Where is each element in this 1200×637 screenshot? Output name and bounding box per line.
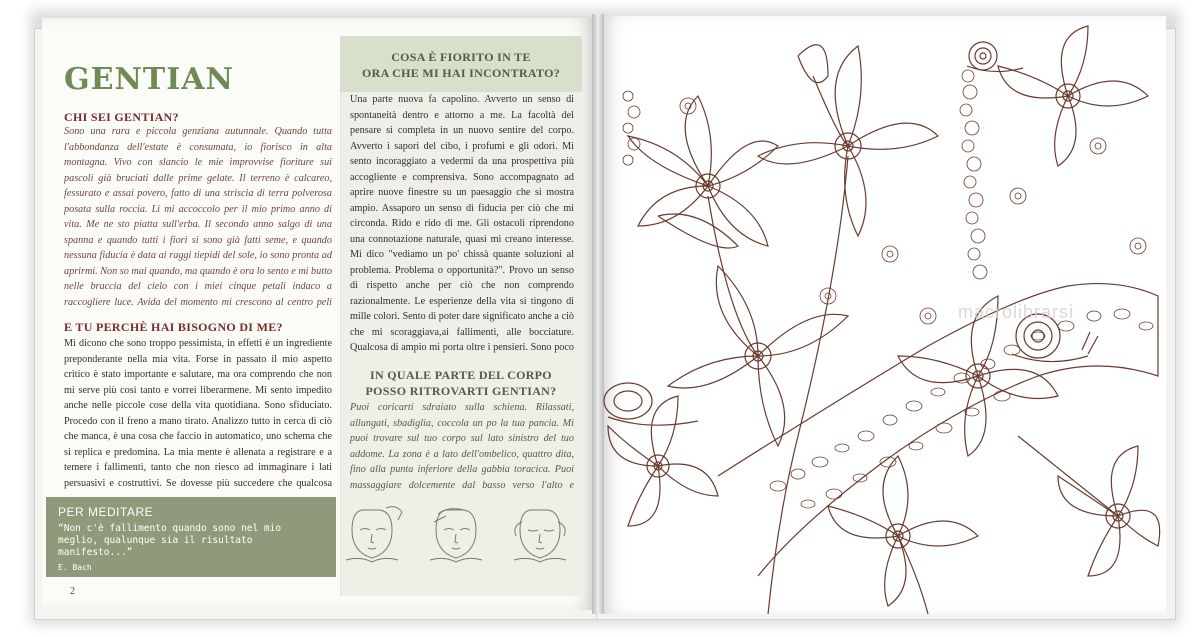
flower-8 [608,396,718,526]
flower-3 [998,26,1148,166]
page-title: GENTIAN [64,62,234,97]
page-number: 2 [70,586,75,597]
massage-face-illustrations [340,500,582,572]
pebble-path-stones [770,309,1153,508]
section-heading-bloomed-l2: ORA CHE MI HAI INCONTRATO? [361,66,561,80]
section-text-bloomed: Una parte nuova fa capolino. Avverto un senso di spontaneità dentro e attorno a me. La facoltà del pensare si completa in un nuovo sentire del corpo. Avverto i sapori del cibo, i profumi e gli odori. Mi sento incoraggiato a vedermi da una prospettiva più accogliente e comprensiva. Sono accompagnato ad aprire nuove finestre su un paesaggio che si mostra ampio. Assaporo un senso di fiducia per ciò che mi circonda. Rido e rido di me. Gli ostacoli riprendono una connotazione naturale, quasi mi creano interesse. Mi dico "vediamo un po' chissà quante soluzioni al problema. Problema o opportunità?". Provo un senso di rispetto anche per ciò che non comprendo razionalmente. Le esperienze della vita si tingono di mille colori. Sento di poter dare significato anche a ciò che mi scoraggiava,ai fallimenti, alle bocciature. Qualcosa di ampio mi porta oltre i pensieri. Sono poco [350,94,574,353]
flower-2 [758,46,938,236]
section-heading-body-l1: IN QUALE PARTE DEL CORPO [370,368,552,382]
section-text-body: Puoi coricarti sdraiato sulla schiena. Rilassati, allungati, sbadiglia, coccola un po la tua pancia. Mi puoi trovare sul tuo corpo sul lato sinistro del tuo addome. La zona è a lato dell'ombelico, quattro dita, fino alla punta inferiore della gabbia toracica. Puoi massaggiare dolcemente dal basso verso l'alto e [350,402,574,491]
watermark: macrolibrarsi [958,302,1075,322]
section-heading-who: CHI SEI GENTIAN? [64,110,179,124]
meditate-author: E. Bach [58,563,92,572]
face-2 [430,509,482,562]
section-heading-why: E TU PERCHÈ HAI BISOGNO DI ME? [64,320,283,334]
section-text-who: Sono una rara e piccola genziana autunnale. Quando tutta l'abbondanza dell'estate è consumata, io fiorisco in alta montagna. Vivo con slancio le mie improvvise fioriture sui pascoli già bruciati dalle prime gelate. Il terreno è calcareo, fessurato e assai povero, fatto di una striscia di terra polverosa posata sulla roccia. Lì mi accoccolo per il mio primo anno di vita. Me ne sto piatta sull'erba. Il secondo anno salgo di una spanna e quando tutti i fiori si sono già fatti seme, e quando nessuna fiducia è data ai raggi tiepidi del sole, io sono pronta ad aprirmi. Non so mai quando, ma quando è ora lo sento e mi butto nelle braccia del cielo con i miei cinque petali indaco a raccogliere luce. Avida del momento mi crescono al centro peli [64,126,332,308]
flower-1 [628,96,778,246]
face-1 [346,507,402,562]
meditate-title: PER MEDITARE [58,505,154,519]
section-heading-body-l2: POSSO RITROVARTI GENTIAN? [365,384,557,398]
flower-7 [828,456,978,606]
meditate-box [46,497,336,577]
section-text-why: Mi dicono che sono troppo pessimista, in effetti è un ingrediente preponderante nella mia vita. Forse in passato il mio aspetto critico è stato importante e salutare, ma ora comprendo che non mi serve più così tanto e vorrei liberarmene. Mi sento impedito anche nelle piccole cose della vita quotidiana. Sono sfiduciato. Procedo con il freno a mano tirato. Analizzo tutto in cerca di ciò che manca, è una cosa che faccio in automatico, uno schema che si replica e predomina. La mia mente è allenata a registrare e a temere i fallimenti, tanto che non riesco ad immaginare i lati persuasivi e costruttivi. Se dovesse più succedere che qualcosa [64,338,332,489]
snail-top [967,42,1023,72]
coloring-illustration [598,16,1166,614]
snail-bottom [604,383,698,425]
face-3 [514,510,566,562]
meditate-quote: “Non c'è fallimento quando sono nel mio meglio, qualunque sia il risultato manifesto...” [58,523,282,558]
section-heading-bloomed-l1: COSA È FIORITO IN TE [391,50,531,64]
flower-6 [1058,446,1160,576]
